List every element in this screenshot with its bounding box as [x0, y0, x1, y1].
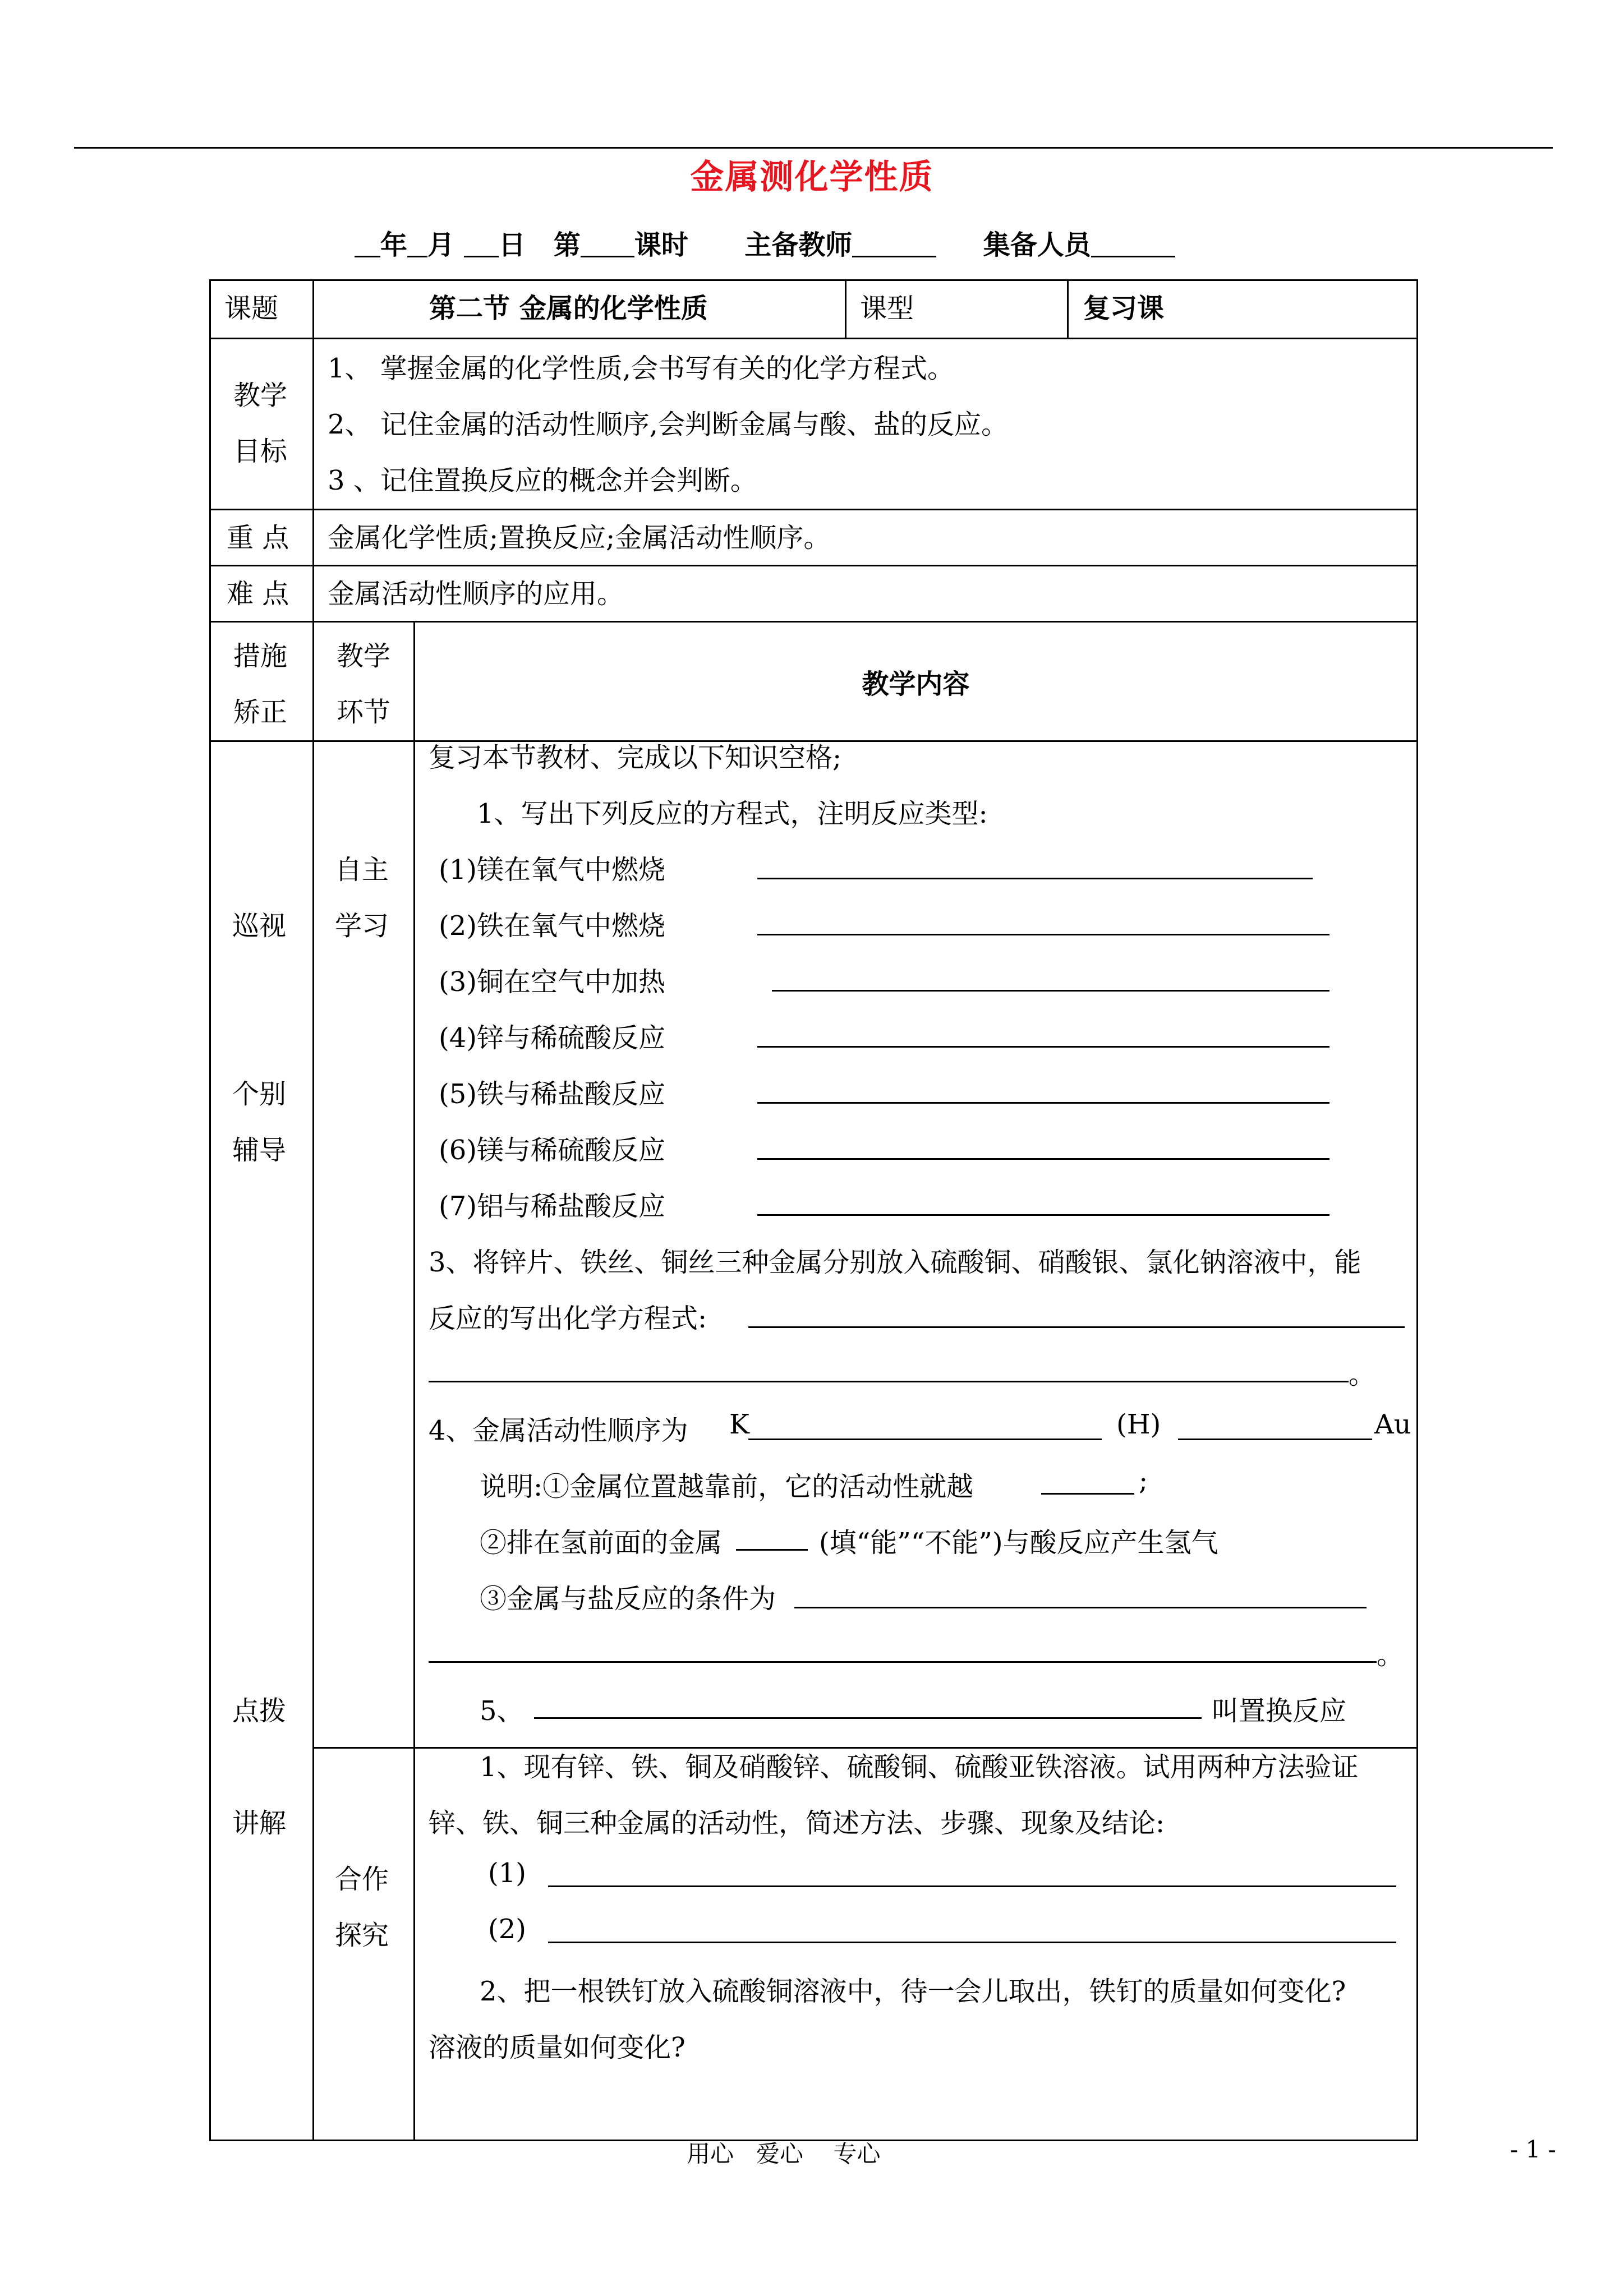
reaction-1: (1)镁在氧气中燃烧 — [439, 854, 665, 886]
question-3-period: 。 — [1349, 1359, 1376, 1390]
question-4-au: Au — [1374, 1409, 1411, 1440]
goals-label-cell: 教学 目标 — [210, 339, 314, 510]
topic-value-cell: 第二节 金属的化学性质 — [314, 280, 846, 339]
question-3-blank-2[interactable] — [429, 1381, 1349, 1382]
goal-3: 3 、记住置换反应的概念并会判断。 — [328, 465, 757, 496]
measures-label-cell: 措施 矫正 — [210, 622, 314, 741]
reaction-4-blank[interactable] — [757, 1046, 1329, 1048]
question-4-k: K — [729, 1409, 749, 1440]
question-5-blank[interactable] — [534, 1717, 1202, 1719]
reaction-4: (4)锌与稀硫酸反应 — [439, 1022, 665, 1054]
footer-motto: 用心 爱心 专心 — [687, 2140, 881, 2168]
note-2-blank[interactable] — [736, 1549, 808, 1551]
key-label-cell: 重 点 — [210, 510, 314, 566]
coop-method-1-label: (1) — [488, 1857, 526, 1889]
question-1: 1、写出下列反应的方程式，注明反应类型: — [477, 798, 988, 829]
question-3-line-2: 反应的写出化学方程式: — [429, 1303, 707, 1334]
coop-method-1-blank[interactable] — [548, 1885, 1396, 1887]
stage-self-1: 自主 — [335, 854, 389, 886]
question-4-prefix: 4、金属活动性顺序为 — [429, 1415, 688, 1446]
note-1: 说明:①金属位置越靠前，它的活动性就越 — [480, 1471, 974, 1502]
reaction-3: (3)铜在空气中加热 — [439, 966, 665, 998]
question-4-h: (H) — [1116, 1409, 1161, 1440]
note-2-a: ②排在氢前面的金属 — [480, 1527, 723, 1559]
stage-coop-2: 探究 — [335, 1920, 389, 1951]
note-3: ③金属与盐反应的条件为 — [480, 1583, 776, 1615]
coop-question-2-line-1: 2、把一根铁钉放入硫酸铜溶液中，待一会儿取出，铁钉的质量如何变化? — [480, 1976, 1346, 2007]
type-label-cell: 课型 — [846, 280, 1068, 339]
measure-patrol: 巡视 — [232, 910, 287, 942]
type-value-cell: 复习课 — [1068, 280, 1418, 339]
difficult-label-cell: 难 点 — [210, 566, 314, 622]
page-title: 金属测化学性质 — [690, 158, 934, 197]
goal-2: 2、 记住金属的活动性顺序,会判断金属与酸、盐的反应。 — [328, 409, 1009, 440]
measure-tutor: 辅导 — [232, 1135, 287, 1166]
measures-cell — [210, 741, 314, 2141]
measure-individual: 个别 — [232, 1078, 287, 1110]
reaction-7-blank[interactable] — [757, 1214, 1329, 1216]
stage-label-cell: 教学 环节 — [314, 622, 415, 741]
coop-question-1-line-2: 锌、铁、铜三种金属的活动性，简述方法、步骤、现象及结论: — [429, 1808, 1165, 1839]
reaction-2: (2)铁在氧气中燃烧 — [439, 910, 665, 942]
goals-cell — [314, 339, 1418, 510]
top-rule — [74, 147, 1553, 149]
coop-method-2-blank[interactable] — [548, 1942, 1396, 1943]
reaction-5: (5)铁与稀盐酸反应 — [439, 1078, 665, 1110]
note-1-blank[interactable] — [1041, 1493, 1134, 1495]
note-3-period: 。 — [1377, 1639, 1404, 1671]
self-study-stage-cell — [314, 741, 415, 1748]
reaction-6-blank[interactable] — [757, 1158, 1329, 1160]
intro-text: 复习本节教材、完成以下知识空格; — [429, 742, 842, 773]
reaction-5-blank[interactable] — [757, 1102, 1329, 1104]
question-5-suffix: 叫置换反应 — [1212, 1695, 1347, 1727]
coop-question-1-line-1: 1、现有锌、铁、铜及硝酸锌、硫酸铜、硫酸亚铁溶液。试用两种方法验证 — [480, 1751, 1359, 1783]
stage-coop-1: 合作 — [335, 1864, 389, 1895]
question-3-blank-1[interactable] — [748, 1326, 1405, 1328]
content-label-cell: 教学内容 — [415, 622, 1418, 741]
question-4-blank-1[interactable] — [748, 1439, 1102, 1440]
page-number: - 1 - — [1510, 2136, 1556, 2163]
reaction-3-blank[interactable] — [772, 990, 1329, 992]
goal-1: 1、 掌握金属的化学性质,会书写有关的化学方程式。 — [328, 353, 955, 384]
stage-self-2: 学习 — [335, 910, 389, 942]
note-3-blank-2[interactable] — [429, 1661, 1377, 1663]
measure-explain: 讲解 — [232, 1808, 287, 1839]
question-4-blank-2[interactable] — [1178, 1439, 1372, 1440]
coop-question-2-line-2: 溶液的质量如何变化? — [429, 2032, 686, 2063]
reaction-6: (6)镁与稀硫酸反应 — [439, 1135, 665, 1166]
note-2-b: (填“能”“不能”)与酸反应产生氢气 — [819, 1527, 1218, 1559]
lesson-plan-table — [209, 279, 1418, 2141]
date-line: 年 月 日 第 课时 主备教师 集备人员 — [355, 223, 1175, 262]
coop-method-2-label: (2) — [488, 1914, 526, 1945]
topic-label-cell: 课题 — [210, 280, 314, 339]
reaction-7: (7)铝与稀盐酸反应 — [439, 1191, 665, 1222]
note-1-end: ; — [1139, 1465, 1148, 1496]
question-5-prefix: 5、 — [480, 1695, 524, 1727]
note-3-blank-1[interactable] — [794, 1607, 1367, 1608]
reaction-1-blank[interactable] — [757, 878, 1313, 879]
reaction-2-blank[interactable] — [757, 934, 1329, 935]
measure-guide: 点拨 — [232, 1695, 287, 1727]
question-3-line-1: 3、将锌片、铁丝、铜丝三种金属分别放入硫酸铜、硝酸银、氯化钠溶液中，能 — [429, 1247, 1361, 1278]
key-value-cell: 金属化学性质;置换反应;金属活动性顺序。 — [314, 510, 1418, 566]
difficult-value-cell: 金属活动性顺序的应用。 — [314, 566, 1418, 622]
